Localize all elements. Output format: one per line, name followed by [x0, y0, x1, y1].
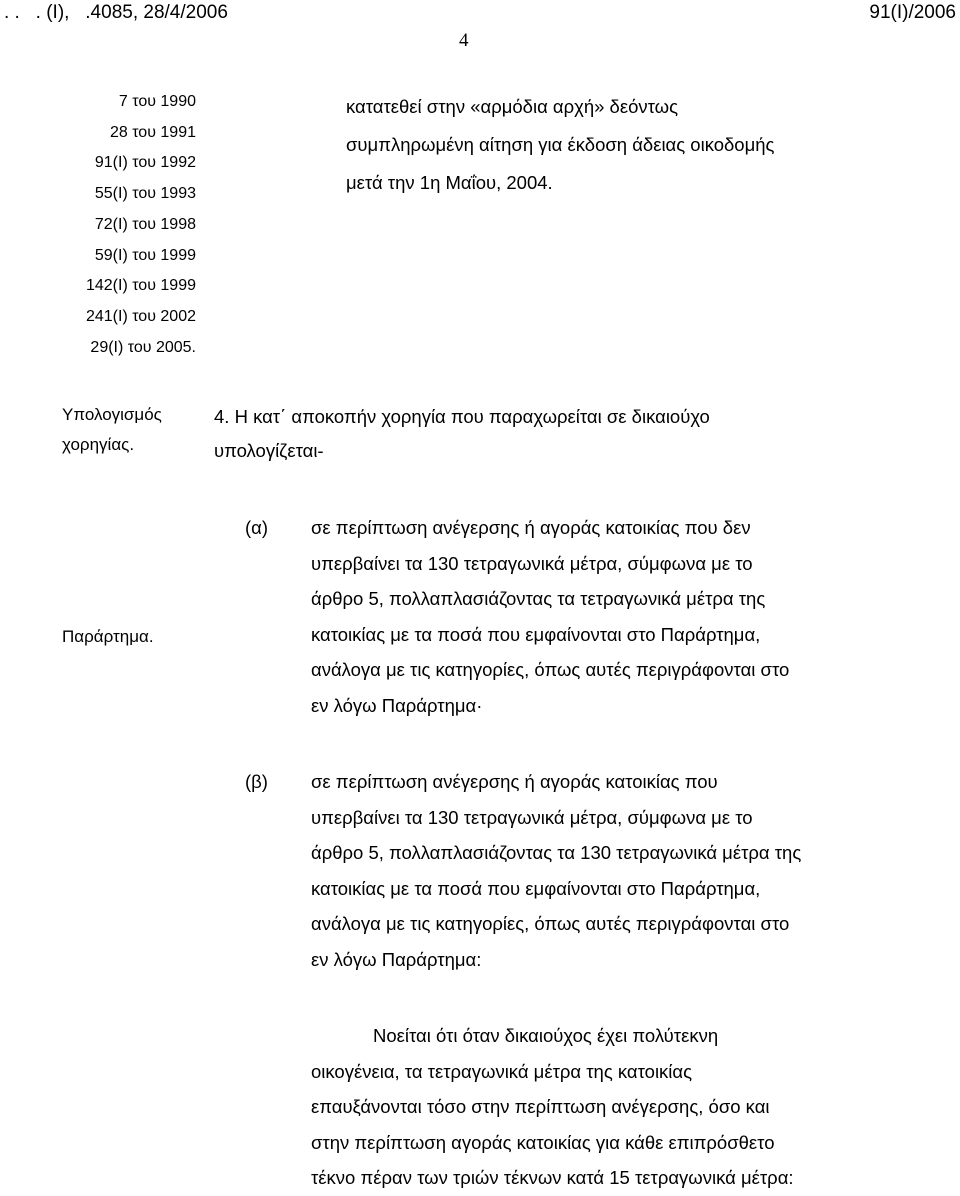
page-number: 4 [459, 30, 469, 51]
intro-paragraph [346, 88, 882, 202]
margin-law-item: 29(I) του 2005. [90, 338, 196, 356]
margin-note-line: Υπολογισμός [62, 405, 162, 424]
section-4-text [214, 400, 882, 468]
annex-margin-note: Παράρτημα. [62, 627, 154, 646]
text-line: κατατεθεί στην «αρμόδια αρχή» δεόντως [346, 96, 679, 117]
text-line: μετά την 1η Μαΐου, 2004. [346, 172, 553, 193]
margin-note-line: χορηγίας. [62, 435, 135, 454]
text-line: σε περίπτωση ανέγερσης ή αγοράς κατοικίας που δεν [311, 517, 751, 538]
text-line: σε περίπτωση ανέγερσης ή αγοράς κατοικίας που [311, 771, 718, 792]
margin-law-item: 28 του 1991 [109, 123, 196, 141]
margin-law-list [50, 87, 196, 363]
text-line: συμπληρωμένη αίτηση για έκδοση άδειας οικοδομής [346, 134, 775, 155]
text-line: εν λόγω Παράρτημα: [311, 948, 482, 970]
text-line: άρθρο 5, πολλαπλασιάζοντας τα 130 τετραγωνικά μέτρα της [311, 842, 802, 863]
item-a-text [311, 510, 882, 723]
text-line: Νοείται ότι όταν δικαιούχος έχει πολύτεκνη [373, 1025, 719, 1046]
text-line: οικογένεια, τα τετραγωνικά μέτρα της κατοικίας [311, 1060, 693, 1082]
text-line: τέκνο πέραν των τριών τέκνων κατά 15 τετραγωνικά μέτρα: [311, 1167, 794, 1188]
text-line: στην περίπτωση αγοράς κατοικίας για κάθε επιπρόσθετο [311, 1131, 775, 1153]
item-a-label: (α) [245, 517, 269, 538]
margin-law-item: 72(I) του 1998 [94, 215, 196, 233]
margin-law-item: 142(I) του 1999 [85, 277, 196, 295]
margin-law-item: 55(I) του 1993 [94, 185, 196, 203]
section-4-margin-note [62, 400, 162, 460]
text-line: ανάλογα με τις κατηγορίες, όπως αυτές περιγράφονται στο [311, 913, 790, 934]
text-line: υπερβαίνει τα 130 τετραγωνικά μέτρα, σύμφωνα με το [311, 552, 753, 574]
item-b-label: (β) [245, 771, 268, 792]
item-b-text [311, 764, 882, 977]
margin-law-item: 7 του 1990 [118, 93, 196, 110]
text-line: επαυξάνονται τόσο στην περίπτωση ανέγερσης, όσο και [311, 1096, 770, 1117]
text-line: υπερβαίνει τα 130 τετραγωνικά μέτρα, σύμφωνα με το [311, 806, 753, 828]
header-law-number: 91(I)/2006 [869, 2, 956, 23]
text-line: ανάλογα με τις κατηγορίες, όπως αυτές περιγράφονται στο [311, 659, 790, 680]
text-line: κατοικίας με τα ποσά που εμφαίνονται στο Παράρτημα, [311, 877, 761, 899]
header-citation: . . . (I), .4085, 28/4/2006 [4, 2, 228, 23]
text-line: εν λόγω Παράρτημα· [311, 694, 483, 716]
text-line: άρθρο 5, πολλαπλασιάζοντας τα τετραγωνικά μέτρα της [311, 588, 766, 609]
margin-law-item: 91(I) του 1992 [94, 154, 196, 172]
text-line: 4. Η κατ΄ αποκοπήν χορηγία που παραχωρείται σε δικαιούχο [214, 406, 710, 427]
margin-law-item: 241(I) του 2002 [85, 307, 196, 325]
margin-law-item: 59(I) του 1999 [94, 246, 196, 264]
proviso-paragraph [311, 1018, 882, 1196]
text-line: υπολογίζεται- [214, 440, 324, 461]
text-line: κατοικίας με τα ποσά που εμφαίνονται στο Παράρτημα, [311, 623, 761, 645]
